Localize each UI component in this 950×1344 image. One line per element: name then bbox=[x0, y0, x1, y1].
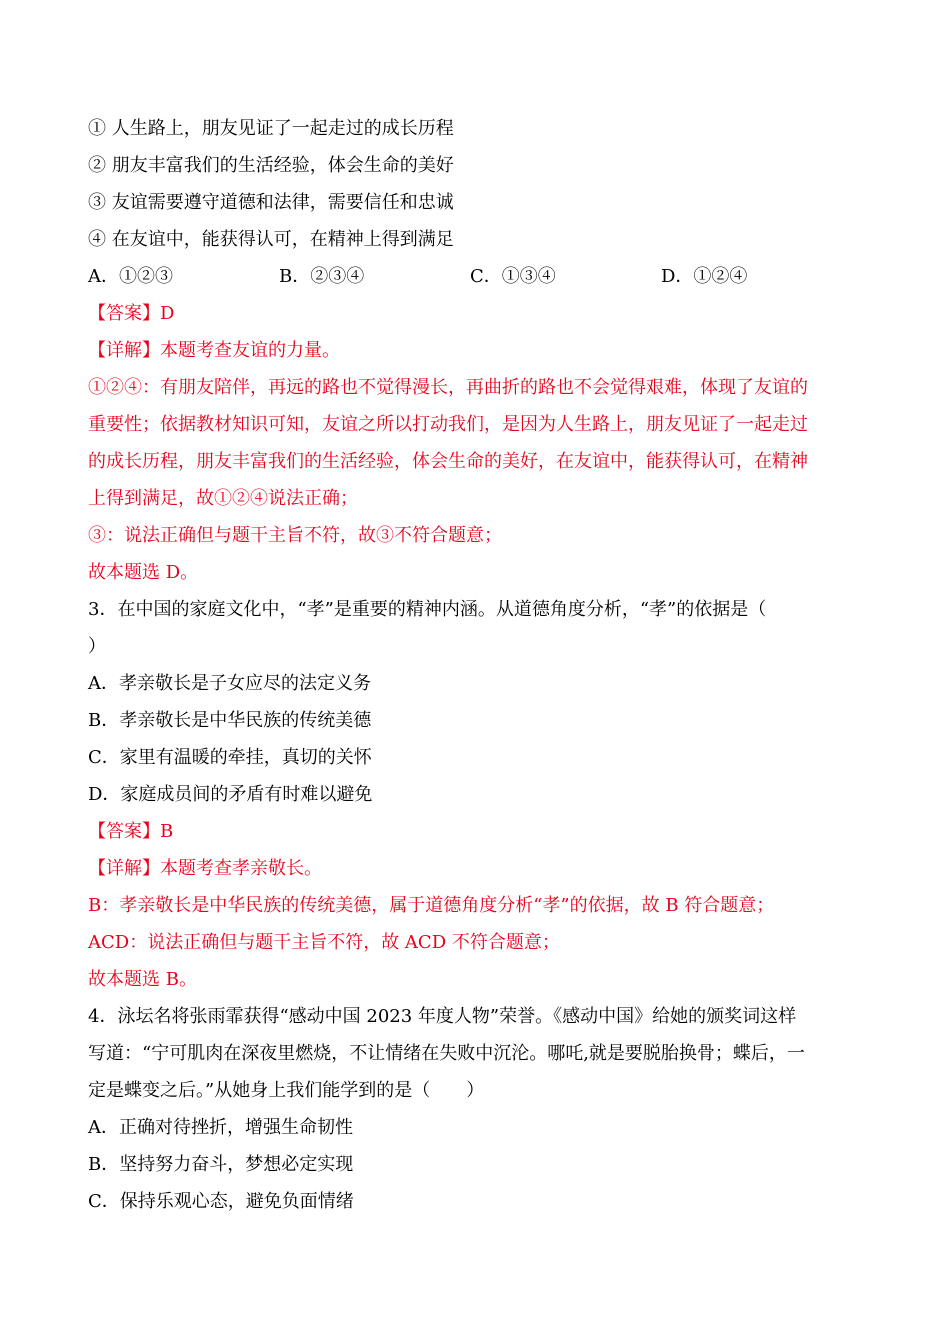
q3-answer: 【答案】B bbox=[88, 821, 174, 842]
q2-option-d: D．①②④ bbox=[661, 266, 748, 287]
q2-answer: 【答案】D bbox=[88, 303, 175, 324]
q4-option-c: C．保持乐观心态，避免负面情绪 bbox=[88, 1191, 354, 1212]
q4-option-a: A．正确对待挫折，增强生命韧性 bbox=[88, 1117, 353, 1138]
q3-option-a: A．孝亲敬长是子女应尽的法定义务 bbox=[88, 673, 371, 694]
q2-analysis-line-4: 上得到满足，故①②④说法正确； bbox=[88, 488, 358, 509]
q3-stem-line-1: 3．在中国的家庭文化中，“孝”是重要的精神内涵。从道德角度分析，“孝”的依据是（ bbox=[88, 599, 767, 620]
q2-note-3: ③：说法正确但与题干主旨不符，故③不符合题意； bbox=[88, 525, 502, 546]
q2-detail: 【详解】本题考查友谊的力量。 bbox=[88, 340, 340, 361]
q3-option-d: D．家庭成员间的矛盾有时难以避免 bbox=[88, 784, 373, 805]
q2-analysis-line-2: 重要性；依据教材知识可知，友谊之所以打动我们，是因为人生路上，朋友见证了一起走过 bbox=[88, 414, 808, 435]
q3-option-c: C．家里有温暖的牵挂，真切的关怀 bbox=[88, 747, 372, 768]
q2-analysis-line-3: 的成长历程，朋友丰富我们的生活经验，体会生命的美好，在友谊中，能获得认可，在精神 bbox=[88, 451, 808, 472]
q4-stem-line-2: 写道：“宁可肌肉在深夜里燃烧，不让情绪在失败中沉沦。哪吒,就是要脱胎换骨；蝶后，一 bbox=[88, 1043, 805, 1064]
q3-detail: 【详解】本题考查孝亲敬长。 bbox=[88, 858, 322, 879]
q4-stem-line-3: 定是蝶变之后。”从她身上我们能学到的是（ ） bbox=[88, 1080, 485, 1101]
q2-option-c: C．①③④ bbox=[470, 266, 556, 287]
q3-stem-line-2: ） bbox=[88, 636, 106, 657]
q3-conclusion: 故本题选 B。 bbox=[88, 969, 197, 990]
q4-option-b: B．坚持努力奋斗，梦想必定实现 bbox=[88, 1154, 354, 1175]
q4-stem-line-1: 4．泳坛名将张雨霏获得“感动中国 2023 年度人物”荣誉。《感动中国》给她的颁奖词这样 bbox=[88, 1006, 797, 1027]
q3-option-b: B．孝亲敬长是中华民族的传统美德 bbox=[88, 710, 372, 731]
q2-options bbox=[88, 258, 863, 295]
q2-statement-2: ② 朋友丰富我们的生活经验，体会生命的美好 bbox=[88, 155, 454, 176]
q2-statement-3: ③ 友谊需要遵守道德和法律，需要信任和忠诚 bbox=[88, 192, 454, 213]
q3-analysis-b: B：孝亲敬长是中华民族的传统美德，属于道德角度分析“孝”的依据，故 B 符合题意； bbox=[88, 895, 775, 916]
q2-analysis-line-1: ①②④：有朋友陪伴，再远的路也不觉得漫长，再曲折的路也不会觉得艰难，体现了友谊的 bbox=[88, 377, 808, 398]
q2-option-a: A．①②③ bbox=[88, 266, 173, 287]
q2-statement-4: ④ 在友谊中，能获得认可，在精神上得到满足 bbox=[88, 229, 454, 250]
q2-option-b: B．②③④ bbox=[279, 266, 365, 287]
q2-statement-1: ① 人生路上，朋友见证了一起走过的成长历程 bbox=[88, 118, 454, 139]
q2-conclusion: 故本题选 D。 bbox=[88, 562, 199, 583]
q3-analysis-acd: ACD：说法正确但与题干主旨不符，故 ACD 不符合题意； bbox=[88, 932, 560, 953]
document-page bbox=[88, 110, 863, 1220]
